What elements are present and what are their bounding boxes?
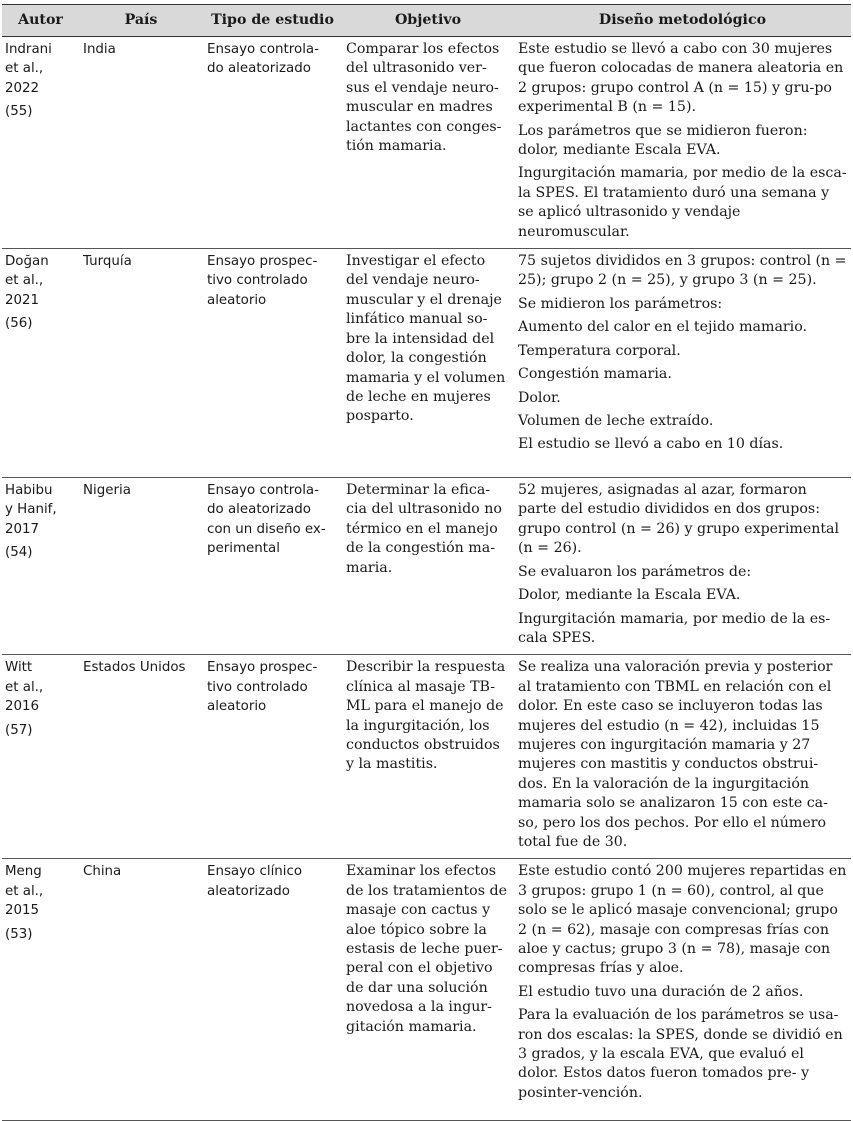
author-line: et al.,: [5, 273, 44, 289]
cell-author: [2, 859, 79, 1121]
design-paragraph: Se realiza una valoración previa y posterior al tratamiento con TBML en relación con el dolor. En este caso se incluyeron todas las mujeres del estudio (n = 42), incluidas 15 mujeres con ingurgitación mamaria y 27 mujeres con mastitis y conductos obstrui-dos. En la valoración de la ingurgitación mamaria solo se analizaron 15 con este ca-so, pero los dos pechos. Por ello el número total fue de 30.: [518, 659, 833, 850]
header-country: País: [79, 5, 203, 37]
cell-study-type: Ensayo controla- do aleatorizado: [203, 37, 342, 249]
reference-number: (53): [5, 926, 33, 942]
cell-country: Nigeria: [79, 478, 203, 655]
author-line: 2021: [5, 292, 40, 308]
cell-design: [514, 37, 851, 249]
header-study-type: Tipo de estudio: [203, 5, 342, 37]
design-paragraph: Este estudio contó 200 mujeres repartidas en 3 grupos: grupo 1 (n = 60), control, al que solo se le aplicó masaje convencional; grupo 2 (n = 62), masaje con compresas frías con aloe y cactus; grupo 3 (n = 78), masaje con compresas frías y aloe.: [518, 863, 847, 977]
cell-objective: Examinar los efectos de los tratamientos de masaje con cactus y aloe tópico sobre la estasis de leche puer-peral con el objetivo de dar una solución novedosa a la ingur-gitación mamaria.: [342, 859, 514, 1121]
reference-number: (57): [5, 722, 33, 738]
cell-country: China: [79, 859, 203, 1121]
header-author: Autor: [2, 5, 79, 37]
table-body: [2, 37, 851, 1121]
design-paragraph: Los parámetros que se midieron fueron: dolor, mediante Escala EVA.: [518, 122, 808, 159]
table-header: [2, 5, 851, 37]
table-row: [2, 249, 851, 478]
author-line: et al.,: [5, 61, 44, 77]
cell-design: [514, 478, 851, 655]
design-paragraph: El estudio se llevó a cabo en 10 días.: [518, 436, 784, 453]
studies-table: [2, 4, 851, 1121]
author-line: 2015: [5, 903, 40, 919]
author-line: Habibu: [5, 483, 53, 499]
cell-design: [514, 655, 851, 859]
author-line: 2022: [5, 80, 40, 96]
reference-number: (54): [5, 545, 33, 561]
design-paragraph: El estudio tuvo una duración de 2 años.: [518, 983, 804, 1000]
cell-author: [2, 37, 79, 249]
cell-country: Turquía: [79, 249, 203, 478]
author-line: et al.,: [5, 883, 44, 899]
cell-country: Estados Unidos: [79, 655, 203, 859]
design-paragraph: Se evaluaron los parámetros de:: [518, 563, 752, 580]
author-line: Indrani: [5, 42, 52, 57]
cell-objective: Investigar el efecto del vendaje neuro-muscular y el drenaje linfático manual so-bre la intensidad del dolor, la congestión mamaria y el volumen de leche en mujeres posparto.: [342, 249, 514, 478]
cell-study-type: Ensayo prospec- tivo controlado aleatorio: [203, 249, 342, 478]
table-row: [2, 37, 851, 249]
cell-study-type: Ensayo clínico aleatorizado: [203, 859, 342, 1121]
cell-author: [2, 249, 79, 478]
author-line: y Hanif,: [5, 502, 57, 518]
table-row: [2, 478, 851, 655]
cell-objective: Comparar los efectos del ultrasonido ver-sus el vendaje neuro-muscular en madres lactantes con conges-tión mamaria.: [342, 37, 514, 249]
author-line: Doğan: [5, 254, 49, 270]
design-paragraph: Este estudio se llevó a cabo con 30 mujeres que fueron colocadas de manera aleatoria en 2 grupos: grupo control A (n = 15) y gru-po experimental B (n = 15).: [518, 41, 844, 116]
cell-study-type: Ensayo controla- do aleatorizado con un diseño ex- perimental: [203, 478, 342, 655]
reference-number: (56): [5, 316, 33, 332]
design-paragraph: Se midieron los parámetros:: [518, 295, 723, 312]
reference-number: (55): [5, 104, 33, 120]
design-paragraph: Para la evaluación de los parámetros se usa-ron dos escalas: la SPES, donde se dividió en 3 grados, y la escala EVA, que evaluó el dolor. Estos datos fueron tomados pre- y posinter-vención.: [518, 1007, 843, 1101]
author-line: 2016: [5, 699, 40, 715]
cell-author: [2, 478, 79, 655]
cell-country: India: [79, 37, 203, 249]
design-paragraph: Ingurgitación mamaria, por medio de la esca-la SPES. El tratamiento duró una semana y se aplicó ultrasonido y vendaje neuromuscular.: [518, 165, 847, 240]
author-line: et al.,: [5, 679, 44, 695]
design-paragraph: 75 sujetos divididos en 3 grupos: control (n = 25); grupo 2 (n = 25), y grupo 3 (n = 25).: [518, 253, 847, 289]
cell-study-type: Ensayo prospec- tivo controlado aleatorio: [203, 655, 342, 859]
design-paragraph: Temperatura corporal.: [518, 342, 681, 359]
header-design: Diseño metodológico: [514, 5, 851, 37]
cell-objective: Determinar la efica-cia del ultrasonido no térmico en el manejo de la congestión ma-maria.: [342, 478, 514, 655]
table-container: [2, 4, 851, 1121]
design-paragraph: Aumento del calor en el tejido mamario.: [518, 319, 808, 336]
table-row: [2, 859, 851, 1121]
design-paragraph: Congestión mamaria.: [518, 366, 672, 383]
design-paragraph: Ingurgitación mamaria, por medio de la es-cala SPES.: [518, 610, 831, 646]
cell-design: [514, 249, 851, 478]
table-row: [2, 655, 851, 859]
cell-author: [2, 655, 79, 859]
design-paragraph: Dolor.: [518, 389, 561, 406]
design-paragraph: 52 mujeres, asignadas al azar, formaron parte del estudio divididos en dos grupos: grupo control (n = 26) y grupo experimental (n = 26).: [518, 482, 840, 557]
author-line: 2017: [5, 521, 40, 537]
cell-objective: Describir la respuesta clínica al masaje TB-ML para el manejo de la ingurgitación, los conductos obstruidos y la mastitis.: [342, 655, 514, 859]
design-paragraph: Volumen de leche extraído.: [518, 412, 714, 429]
design-paragraph: Dolor, mediante la Escala EVA.: [518, 587, 741, 604]
author-line: Meng: [5, 864, 42, 880]
header-objective: Objetivo: [342, 5, 514, 37]
cell-design: [514, 859, 851, 1121]
author-line: Witt: [5, 660, 33, 676]
